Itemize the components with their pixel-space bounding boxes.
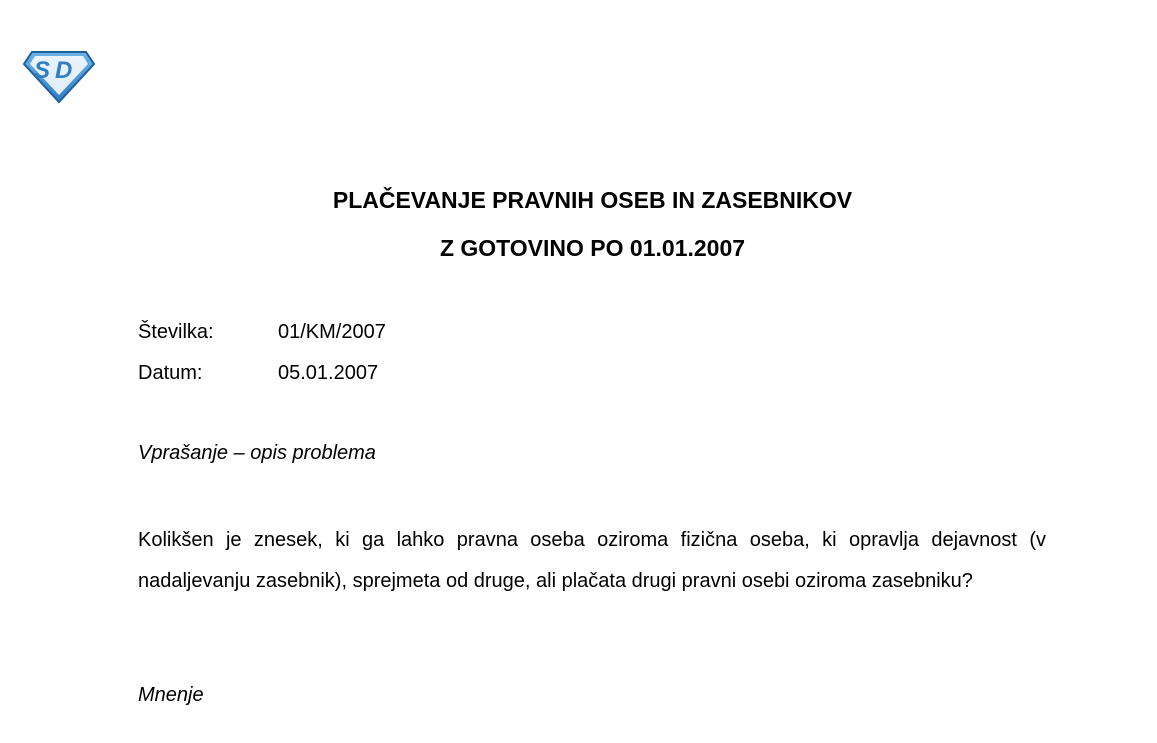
document-title-line2: Z GOTOVINO PO 01.01.2007 [439, 235, 746, 261]
meta-label: Datum: [138, 362, 203, 384]
svg-text:S: S [34, 57, 51, 84]
question-heading: Vprašanje – opis problema [138, 442, 376, 464]
opinion-heading: Mnenje [138, 684, 204, 706]
meta-value: 01/KM/2007 [278, 321, 386, 343]
meta-row-number [138, 319, 386, 345]
svg-text:D: D [55, 57, 73, 84]
meta-label: Številka: [138, 321, 214, 343]
question-paragraph: Kolikšen je znesek, ki ga lahko pravna oseba oziroma fizična oseba, ki opravlja dejavnost (v nadaljevanju zasebnik), sprejmeta od druge, ali plačata drugi pravni osebi oziroma zasebniku? [138, 529, 1046, 592]
meta-value: 05.01.2007 [278, 362, 379, 384]
sd-logo [22, 48, 96, 104]
document-title-line1: PLAČEVANJE PRAVNIH OSEB IN ZASEBNIKOV [332, 187, 853, 213]
sd-logo-icon [22, 48, 96, 104]
meta-row-date [138, 360, 378, 386]
